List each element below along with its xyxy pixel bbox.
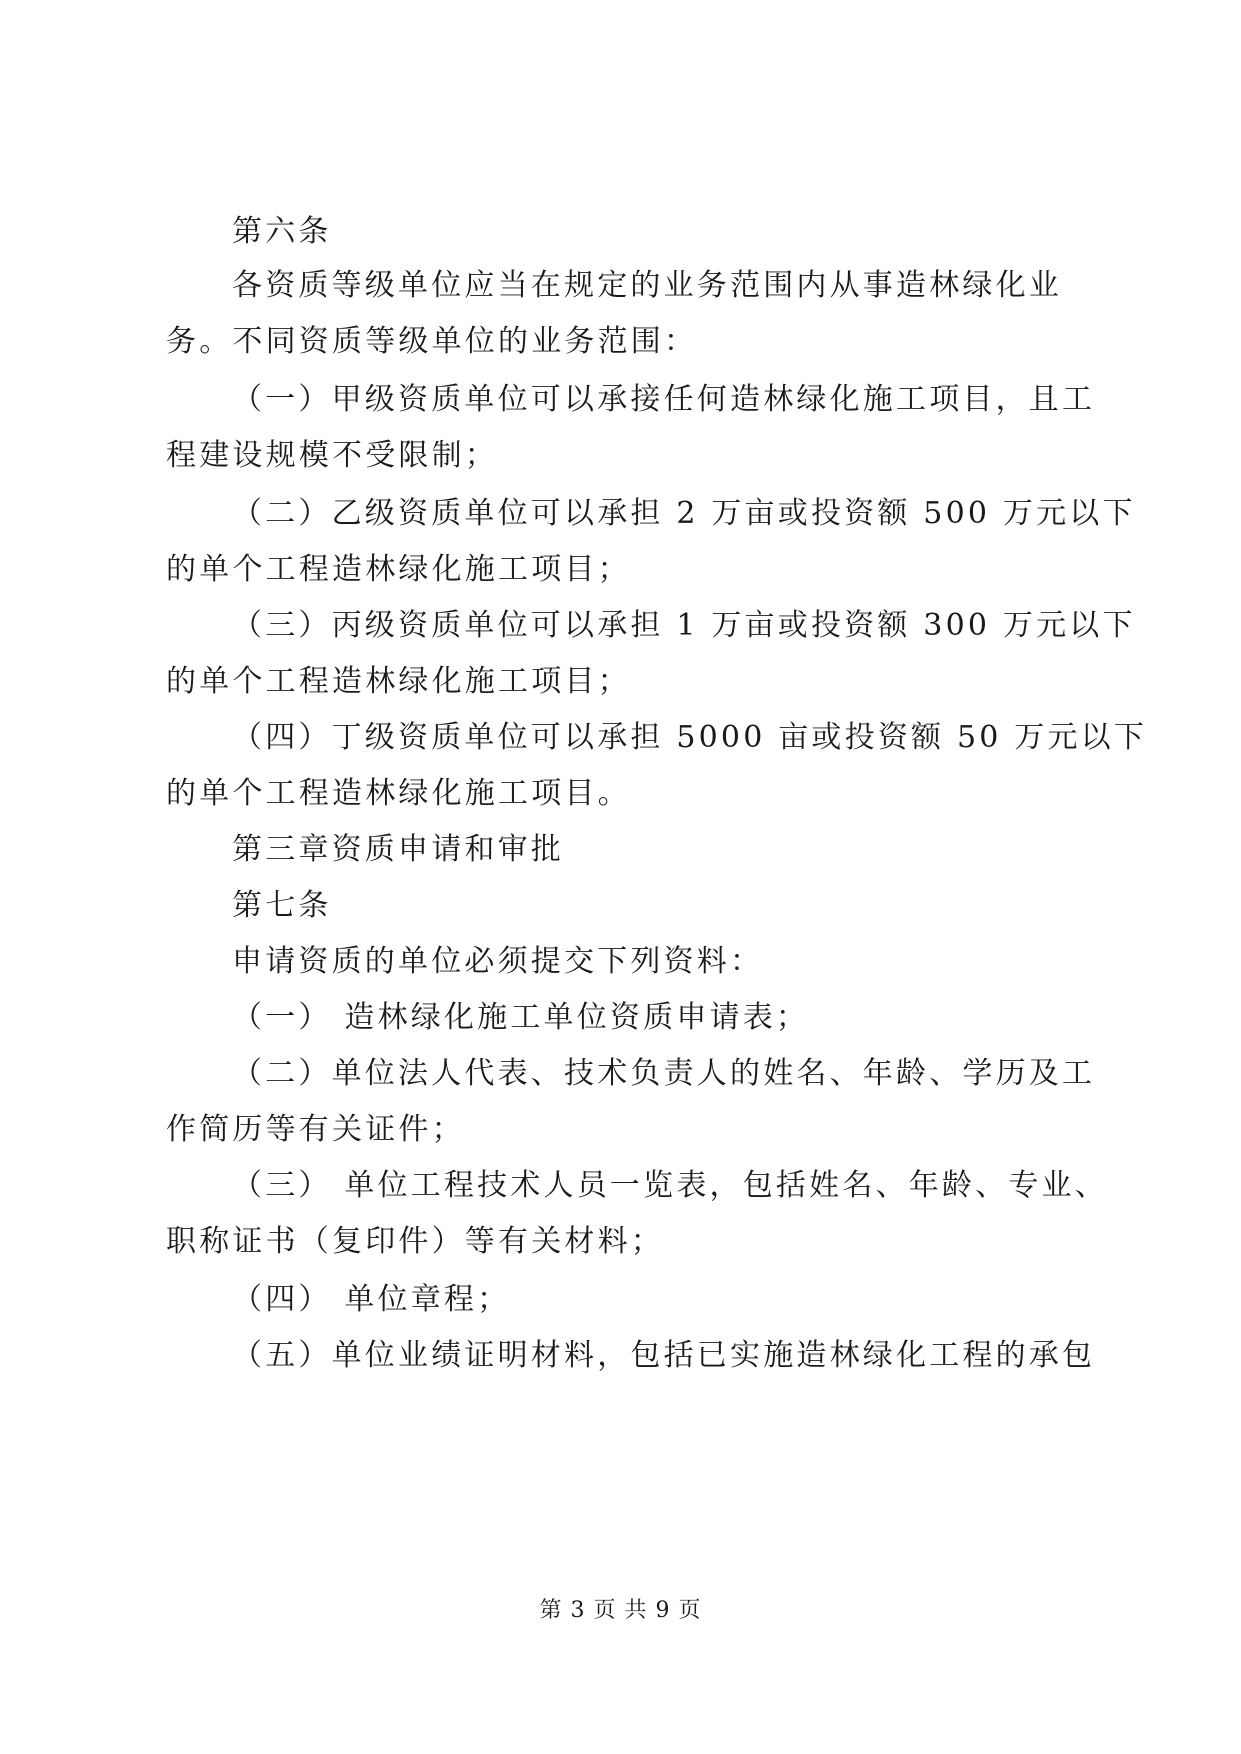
list-item-line: （二）单位法人代表、技术负责人的姓名、年龄、学历及工 — [232, 1056, 1096, 1091]
list-item-line: （三） 单位工程技术人员一览表，包括姓名、年龄、专业、 — [232, 1168, 1108, 1203]
list-item-line: （二）乙级资质单位可以承担 2 万亩或投资额 500 万元以下 — [232, 496, 1136, 531]
article-heading: 第七条 — [232, 888, 332, 923]
paragraph-line: 务。不同资质等级单位的业务范围： — [166, 324, 698, 359]
list-item-line: 作简历等有关证件； — [166, 1112, 465, 1147]
list-item-line: （一） 造林绿化施工单位资质申请表； — [232, 1000, 810, 1035]
paragraph-line: 各资质等级单位应当在规定的业务范围内从事造林绿化业 — [232, 268, 1062, 303]
list-item-line: （三）丙级资质单位可以承担 1 万亩或投资额 300 万元以下 — [232, 608, 1136, 643]
list-item-line: 的单个工程造林绿化施工项目； — [166, 664, 631, 699]
list-item-line: （五）单位业绩证明材料，包括已实施造林绿化工程的承包 — [232, 1338, 1096, 1373]
page-number-footer: 第 3 页 共 9 页 — [539, 1598, 702, 1623]
list-item-line: （四）丁级资质单位可以承担 5000 亩或投资额 50 万元以下 — [232, 720, 1148, 755]
list-item-line: 程建设规模不受限制； — [166, 438, 498, 473]
list-item-line: 的单个工程造林绿化施工项目。 — [166, 776, 631, 811]
paragraph-line: 申请资质的单位必须提交下列资料： — [232, 944, 764, 979]
list-item-line: （四） 单位章程； — [232, 1282, 511, 1317]
list-item-line: 的单个工程造林绿化施工项目； — [166, 552, 631, 587]
list-item-line: （一）甲级资质单位可以承接任何造林绿化施工项目，且工 — [232, 382, 1096, 417]
chapter-heading: 第三章资质申请和审批 — [232, 832, 564, 867]
list-item-line: 职称证书（复印件）等有关材料； — [166, 1224, 664, 1259]
article-heading: 第六条 — [232, 214, 332, 249]
